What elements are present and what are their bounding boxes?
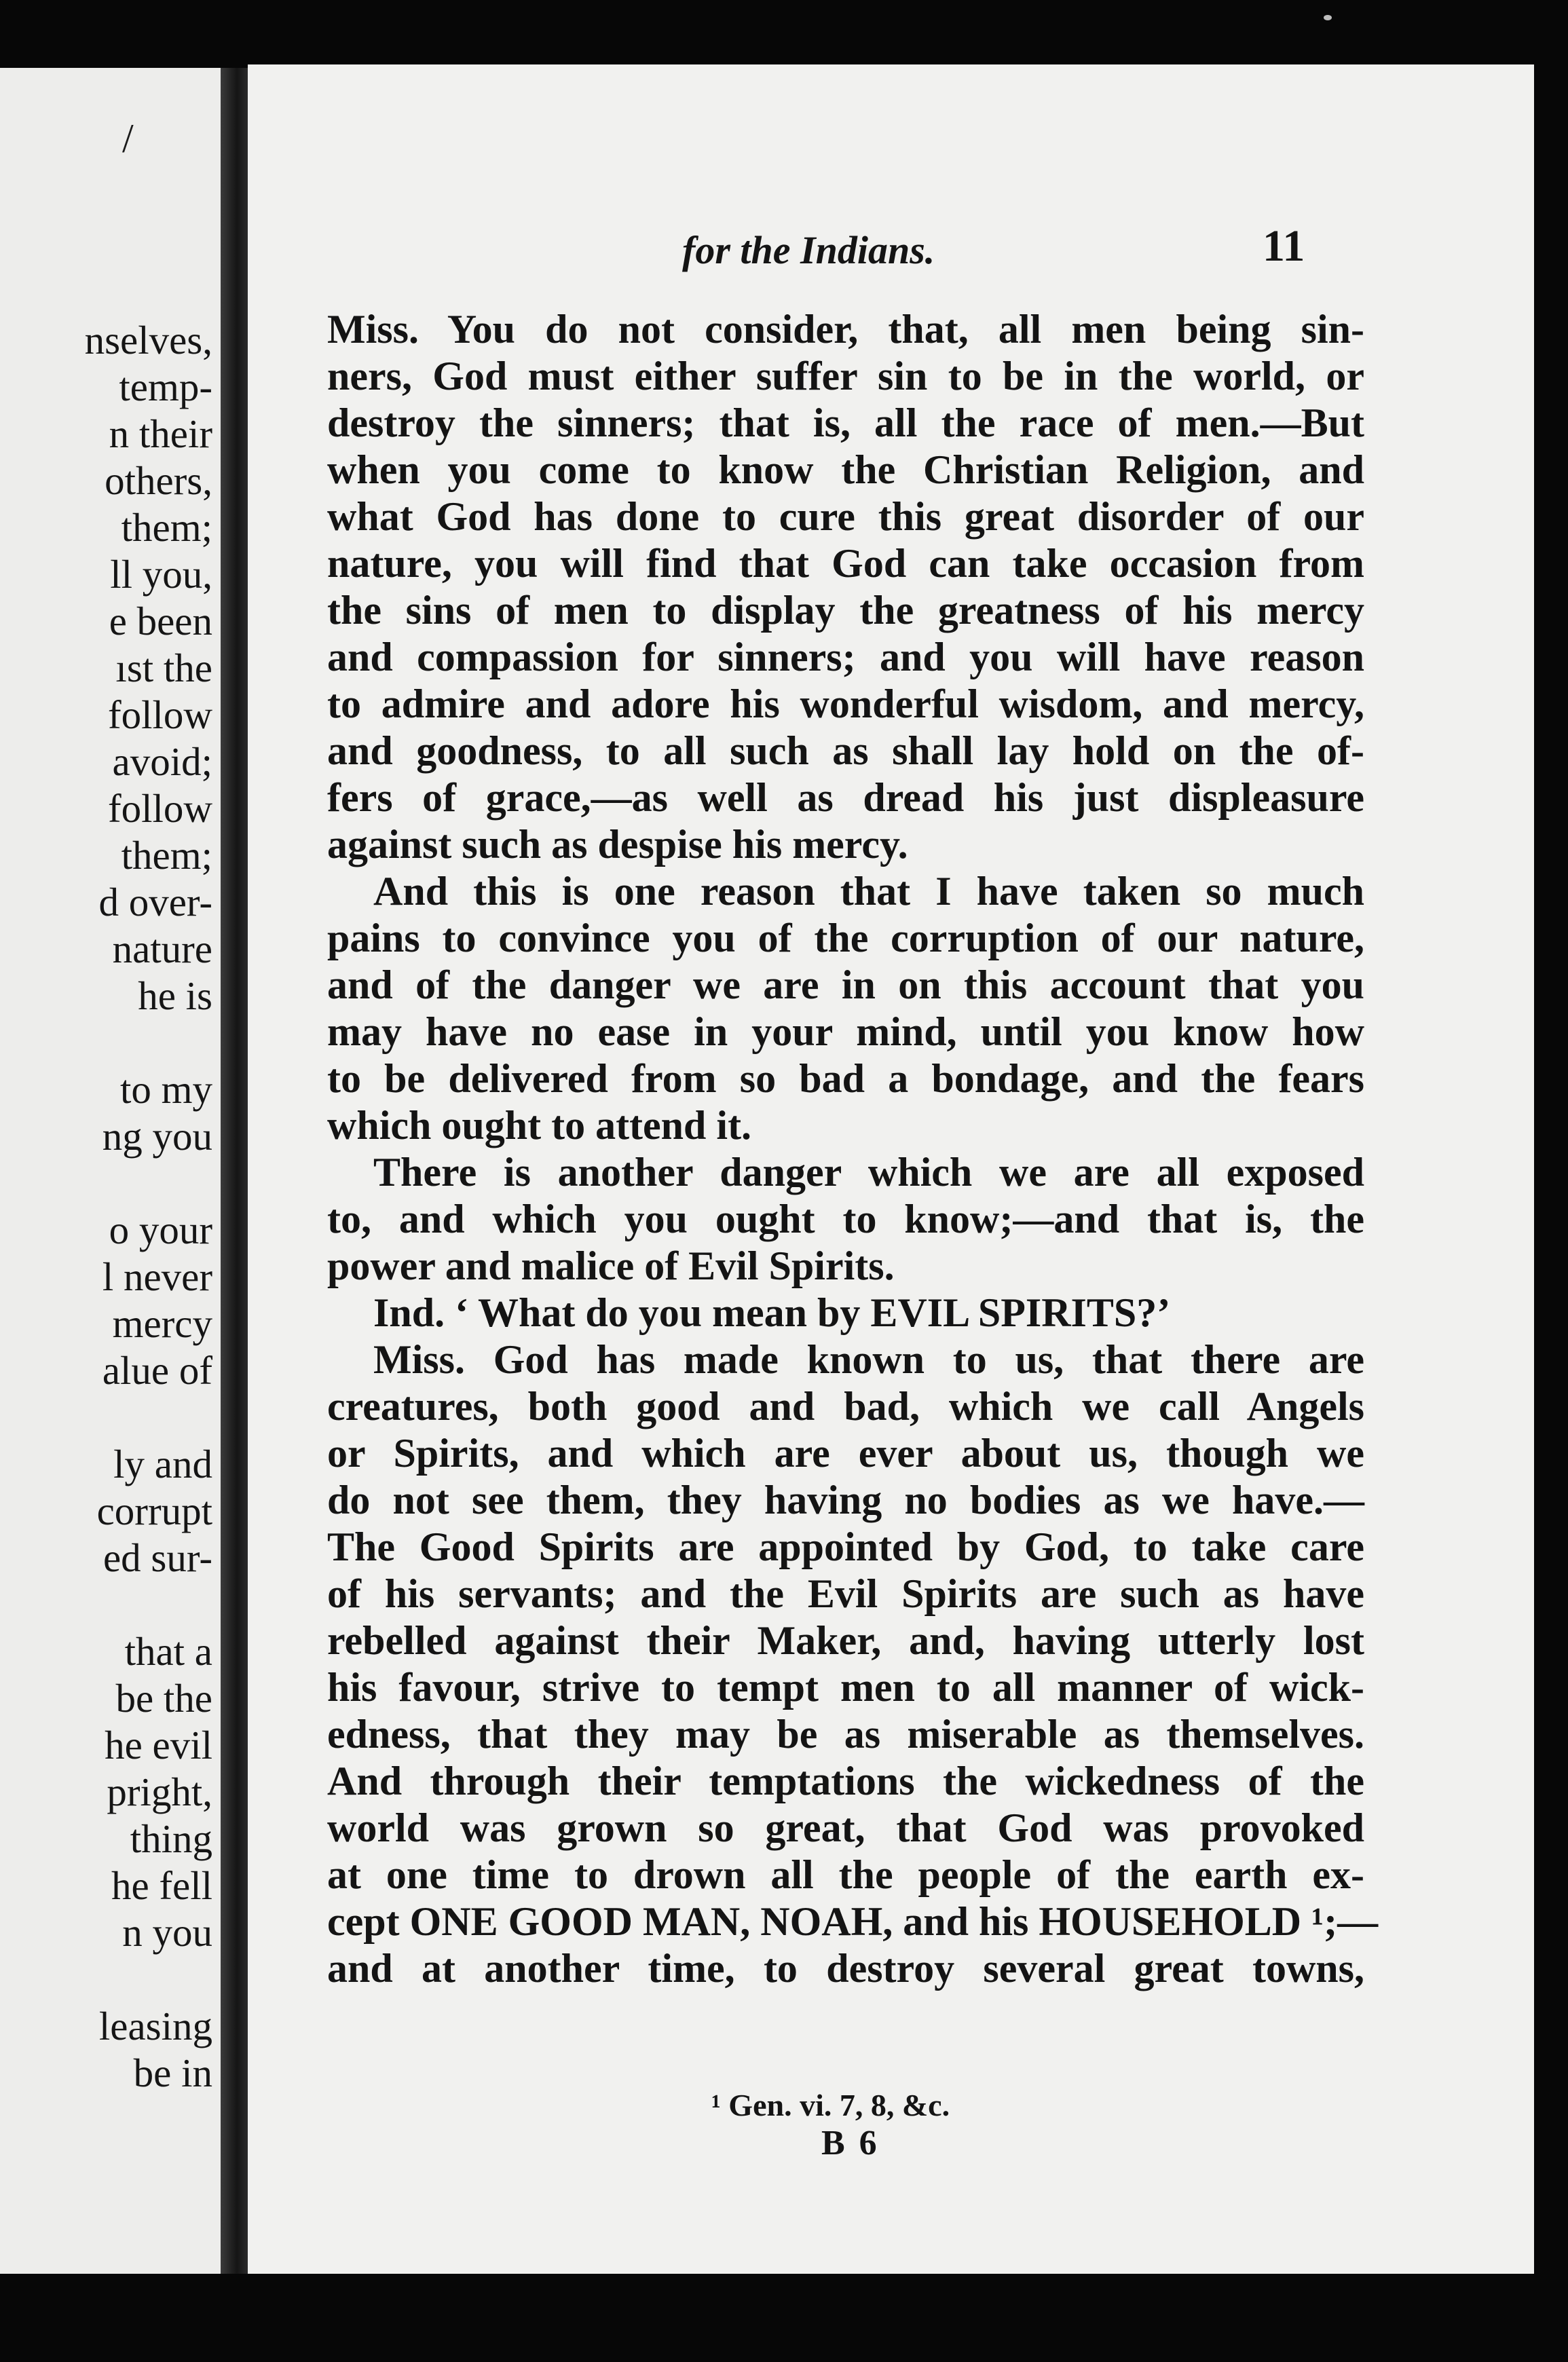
text-line: destroy the sinners; that is, all the race of men.—But [327, 400, 1364, 445]
text-line: And through their temptations the wickedness of the [327, 1759, 1364, 1803]
running-title: for the Indians. [682, 228, 935, 272]
text-line: at one time to drown all the people of the earth ex- [327, 1852, 1364, 1897]
text-line: or Spirits, and which are ever about us, though we [327, 1431, 1364, 1476]
text-line: to, and which you ought to know;—and that is, the [327, 1197, 1364, 1241]
text-line: do not see them, they having no bodies as we have.— [327, 1478, 1364, 1522]
left-page-line: that a [124, 1629, 212, 1674]
left-page-line: nature [112, 926, 212, 971]
left-page-mark: / [122, 116, 134, 161]
left-page-line: ıst the [115, 645, 212, 690]
page-number: 11 [1263, 221, 1305, 271]
text-line: nature, you will find that God can take occasion from [327, 541, 1364, 586]
text-line: The Good Spirits are appointed by God, to take care [327, 1524, 1364, 1569]
text-line: creatures, both good and bad, which we call Angels [327, 1384, 1364, 1429]
left-page [0, 68, 221, 2274]
signature-mark: B 6 [821, 2124, 880, 2162]
left-page-line: ed sur- [102, 1535, 212, 1580]
left-page-line: ll you, [110, 552, 212, 597]
left-page-line: to my [119, 1067, 212, 1112]
text-line: pains to convince you of the corruption of our nature, [327, 916, 1364, 960]
text-line: against such as despise his mercy. [327, 822, 908, 867]
text-line: world was grown so great, that God was provoked [327, 1805, 1364, 1850]
text-line: and at another time, to destroy several great towns, [327, 1946, 1364, 1991]
text-line: There is another danger which we are all exposed [373, 1150, 1364, 1195]
text-line: his favour, strive to tempt men to all manner of wick- [327, 1665, 1364, 1710]
left-page-line: follow [107, 692, 212, 737]
left-page-line: n their [109, 411, 212, 456]
text-line: and goodness, to all such as shall lay hold on the of- [327, 728, 1364, 773]
text-line: may have no ease in your mind, until you know how [327, 1009, 1364, 1054]
text-line: and of the danger we are in on this account that you [327, 962, 1364, 1007]
left-page-line: others, [105, 458, 212, 503]
left-page-line: avoid; [112, 739, 212, 784]
text-line: which ought to attend it. [327, 1103, 752, 1148]
left-page-line: leasing [98, 2004, 212, 2048]
footnote: ¹ Gen. vi. 7, 8, &c. [711, 2088, 950, 2122]
left-page-line: o your [109, 1207, 212, 1252]
book-gutter [221, 68, 248, 2274]
text-line: to be delivered from so bad a bondage, and the fears [327, 1056, 1364, 1101]
text-line: rebelled against their Maker, and, having utterly lost [327, 1618, 1364, 1663]
left-page-line: d over- [98, 880, 212, 924]
text-line: power and malice of Evil Spirits. [327, 1243, 895, 1288]
text-line: of his servants; and the Evil Spirits are such as have [327, 1571, 1364, 1616]
left-page-line: follow [107, 786, 212, 831]
text-line: what God has done to cure this great disorder of our [327, 494, 1364, 539]
left-page-line: thing [130, 1816, 212, 1861]
text-line: Ind. ‘ What do you mean by EVIL SPIRITS?’ [373, 1290, 1171, 1335]
left-page-line: n you [122, 1910, 212, 1955]
left-page-line: e been [109, 599, 212, 643]
text-line: ners, God must either suffer sin to be in the world, or [327, 354, 1364, 398]
left-page-line: he evil [105, 1723, 212, 1767]
text-line: Miss. God has made known to us, that there are [373, 1337, 1364, 1382]
left-page-line: pright, [107, 1769, 212, 1814]
text-line: and compassion for sinners; and you will have reason [327, 635, 1364, 679]
left-page-line: ng you [102, 1114, 212, 1159]
left-page-line: mercy [112, 1301, 212, 1346]
left-page-line: he fell [111, 1863, 212, 1908]
left-page-line: temp- [119, 364, 212, 409]
left-page-line: them; [121, 505, 212, 550]
text-line: fers of grace,—as well as dread his just displeasure [327, 775, 1364, 820]
text-line: edness, that they may be as miserable as themselves. [327, 1712, 1364, 1757]
left-page-line: corrupt [96, 1488, 212, 1533]
text-line: the sins of men to display the greatness of his mercy [327, 588, 1364, 633]
text-line: to admire and adore his wonderful wisdom, and mercy, [327, 681, 1364, 726]
text-line: when you come to know the Christian Religion, and [327, 447, 1364, 492]
left-page-line: l never [102, 1254, 212, 1299]
left-page-line: be the [115, 1676, 212, 1721]
text-line: And this is one reason that I have taken so much [373, 869, 1364, 914]
text-line: Miss. You do not consider, that, all men being sin- [327, 307, 1364, 352]
left-page-line: nselves, [84, 318, 212, 362]
dust-speck [1324, 15, 1332, 20]
left-page-line: alue of [102, 1348, 212, 1393]
left-page-line: them; [121, 833, 212, 878]
left-page-line: ly and [113, 1442, 212, 1486]
left-page-line: he is [138, 973, 212, 1018]
left-page-line: be in [133, 2050, 212, 2095]
text-line: cept ONE GOOD MAN, NOAH, and his HOUSEHOLD ¹;— [327, 1899, 1379, 1944]
